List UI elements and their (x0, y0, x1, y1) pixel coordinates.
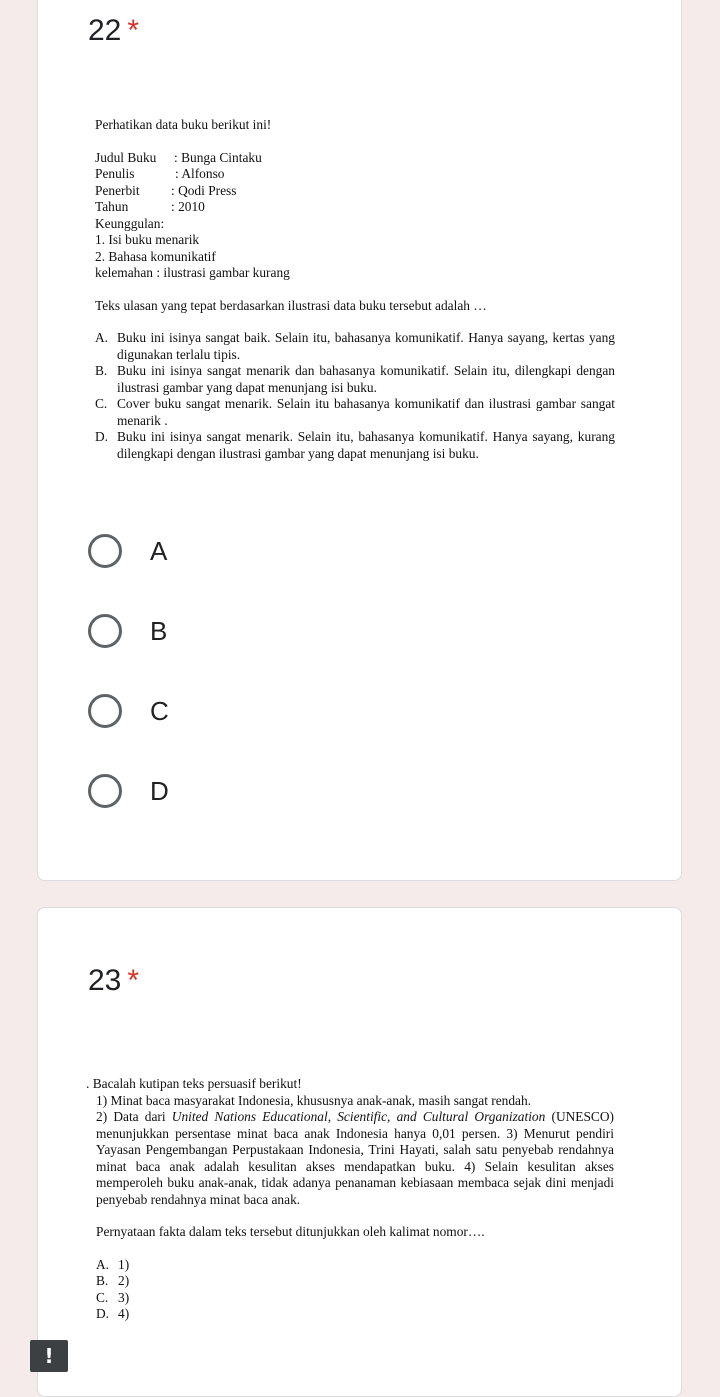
choice-b[interactable] (88, 611, 167, 651)
option-text-b: B. Buku ini isinya sangat menarik dan bahasanya komunikatif. Selain itu, dilengkapi dengan ilustrasi gambar yang dapat menunjang isi buku. (95, 363, 615, 395)
choice-label: A (150, 535, 168, 566)
choice-a[interactable] (88, 531, 167, 571)
radio-button[interactable] (88, 614, 122, 648)
question-title (88, 16, 139, 46)
intro-text: Perhatikan data buku berikut ini! (95, 117, 272, 132)
strength-item: 1. Isi buku menarik (95, 232, 200, 247)
book-year-row: Tahun : 2010 (95, 199, 205, 214)
passage-paragraph: 2) Data dari United Nations Educational, Scientific, and Cultural Organization (UNESCO) menunjukkan persentase minat baca anak Indonesia hanya 0,01 persen. 3) Menurut pendiri Yayasan Pengembangan Perpustakaan Indonesia, Trini Hayati, salah satu penyebab rendahnya minat baca anak adalah kesulitan akses mendapatkan buku. 4) Selain kesulitan akses memperoleh buku anak-anak, tidak adanya penanaman kebiasaan membaca sejak dini menjadi penyebab rendahnya minat baca anak. (96, 1109, 614, 1207)
question-number: 23 (88, 964, 122, 997)
question-image-text (86, 1076, 614, 1323)
choice-label: D (150, 775, 169, 806)
radio-button[interactable] (88, 534, 122, 568)
question-card-23 (37, 907, 682, 1397)
question-text: Pernyataan fakta dalam teks tersebut ditunjukkan oleh kalimat nomor…. (96, 1224, 485, 1239)
choice-label: B (150, 615, 168, 646)
strengths-label: Keunggulan: (95, 215, 165, 231)
required-asterisk: * (127, 964, 140, 997)
choice-c[interactable] (88, 691, 169, 731)
radio-button[interactable] (88, 694, 122, 728)
book-author-row: Penulis : Alfonso (95, 166, 225, 181)
exclamation-icon: ! (44, 1344, 54, 1368)
choice-label: C (150, 695, 169, 726)
option-text-a: A. Buku ini isinya sangat baik. Selain itu, bahasanya komunikatif. Hanya sayang, kertas yang digunakan terlalu tipis. (95, 330, 615, 362)
question-title (88, 966, 139, 996)
book-publisher-row: Penerbit : Qodi Press (95, 182, 237, 198)
question-image-text (95, 117, 615, 462)
question-card-22 (37, 0, 682, 881)
option-text-c: C. Cover buku sangat menarik. Selain itu bahasanya komunikatif dan ilustrasi gambar sangat menarik . (95, 396, 615, 428)
weakness-text: kelemahan : ilustrasi gambar kurang (95, 265, 290, 280)
question-number: 22 (88, 14, 122, 47)
radio-button[interactable] (88, 774, 122, 808)
required-asterisk: * (127, 14, 140, 47)
question-text: Teks ulasan yang tepat berdasarkan ilustrasi data buku tersebut adalah … (95, 297, 487, 313)
intro-text: . Bacalah kutipan teks persuasif berikut! (86, 1076, 302, 1091)
option-text-d: D. Buku ini isinya sangat menarik. Selain itu, bahasanya komunikatif. Hanya sayang, kurang dilengkapi dengan ilustrasi gambar yang dapat menunjang isi buku. (95, 429, 615, 461)
option-text-d: D. 4) (96, 1306, 130, 1321)
passage-line: 1) Minat baca masyarakat Indonesia, khususnya anak-anak, masih sangat rendah. (96, 1092, 532, 1108)
report-issue-button[interactable] (30, 1340, 68, 1372)
option-text-c: C. 3) (96, 1289, 130, 1305)
choice-d[interactable] (88, 771, 169, 811)
option-text-a: A. 1) (96, 1256, 130, 1272)
strength-item: 2. Bahasa komunikatif (95, 248, 216, 264)
option-text-b: B. 2) (96, 1273, 130, 1288)
book-title-row: Judul Buku : Bunga Cintaku (95, 149, 262, 165)
